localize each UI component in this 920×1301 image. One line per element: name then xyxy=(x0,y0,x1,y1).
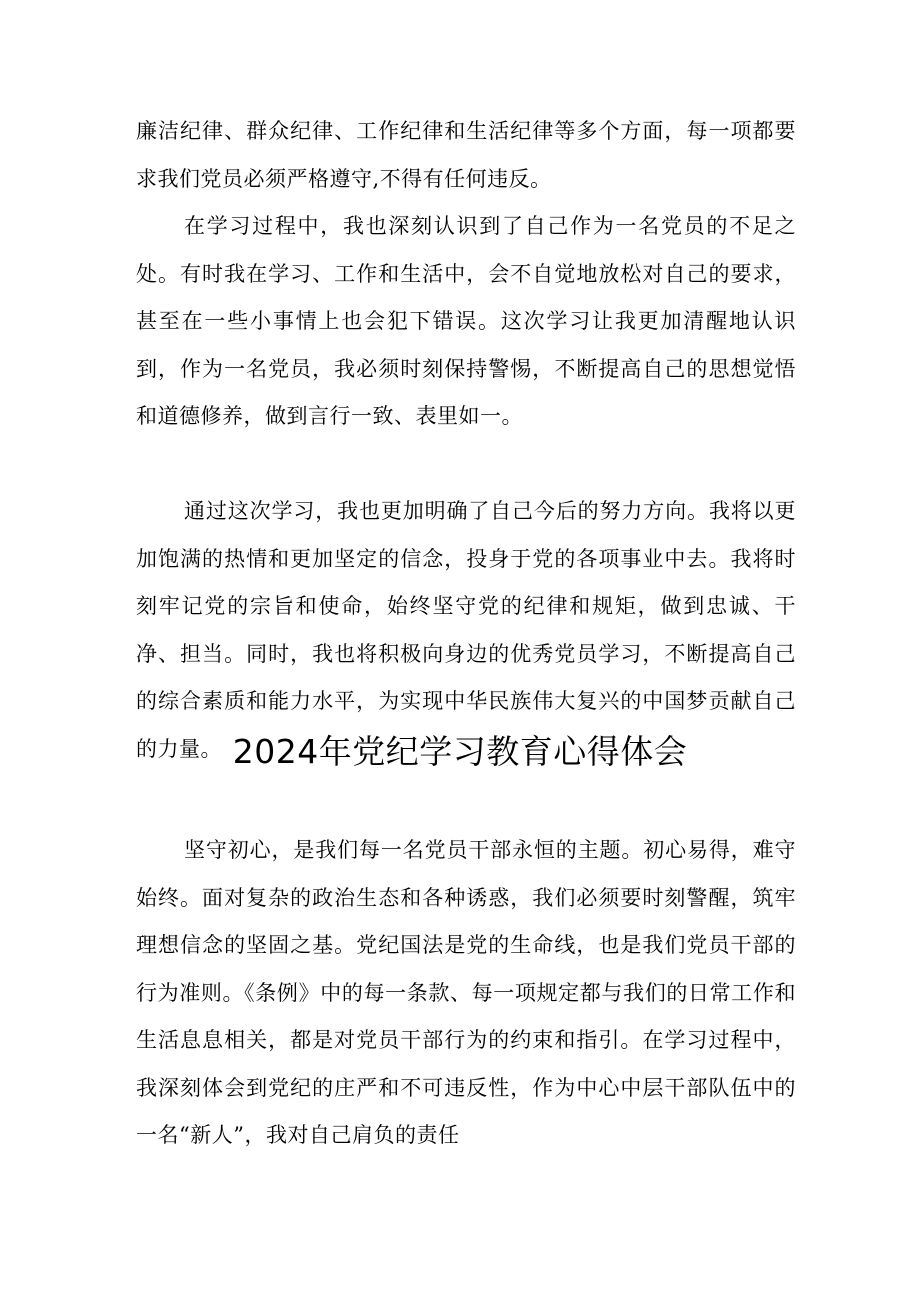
paragraph-shortcomings: 在学习过程中，我也深刻认识到了自己作为一名党员的不足之处。有时我在学习、工作和生活中，会不自觉地放松对自己的要求，甚至在一些小事情上也会犯下错误。这次学习让我更加清醒地认识到，作为一名党员，我必须时刻保持警惕，不断提高自己的思想觉悟和道德修养，做到言行一致、表里如一。 xyxy=(136,214,796,428)
paragraph-continued-discipline: 廉洁纪律、群众纪律、工作纪律和生活纪律等多个方面，每一项都要求我们党员必须严格遵守,不得有任何违反。 xyxy=(136,119,796,191)
paragraph-future-direction: 通过这次学习，我也更加明确了自己今后的努力方向。我将以更加饱满的热情和更加坚定的信念，投身于党的各项事业中去。我将时刻牢记党的宗旨和使命，始终坚守党的纪律和规矩，做到忠诚、干净、担当。同时，我也将积极向身边的优秀党员学习，不断提高自己的综合素质和能力水平，为实现中华民族伟大复兴的中国梦贡献自己的力量。 xyxy=(136,499,796,761)
document-title: 2024年党纪学习教育心得体会 xyxy=(232,732,688,771)
paragraph-original-aspiration: 坚守初心，是我们每一名党员干部永恒的主题。初心易得，难守始终。面对复杂的政治生态和各种诱惑，我们必须要时刻警醒，筑牢理想信念的坚固之基。党纪国法是党的生命线，也是我们党员干部的行为准则。《条例》中的每一条款、每一项规定都与我们的日常工作和生活息息相关，都是对党员干部行为的约束和指引。在学习过程中，我深刻体会到党纪的庄严和不可违反性，作为中心中层干部队伍中的一名“新人”，我对自己肩负的责任 xyxy=(136,838,796,1147)
